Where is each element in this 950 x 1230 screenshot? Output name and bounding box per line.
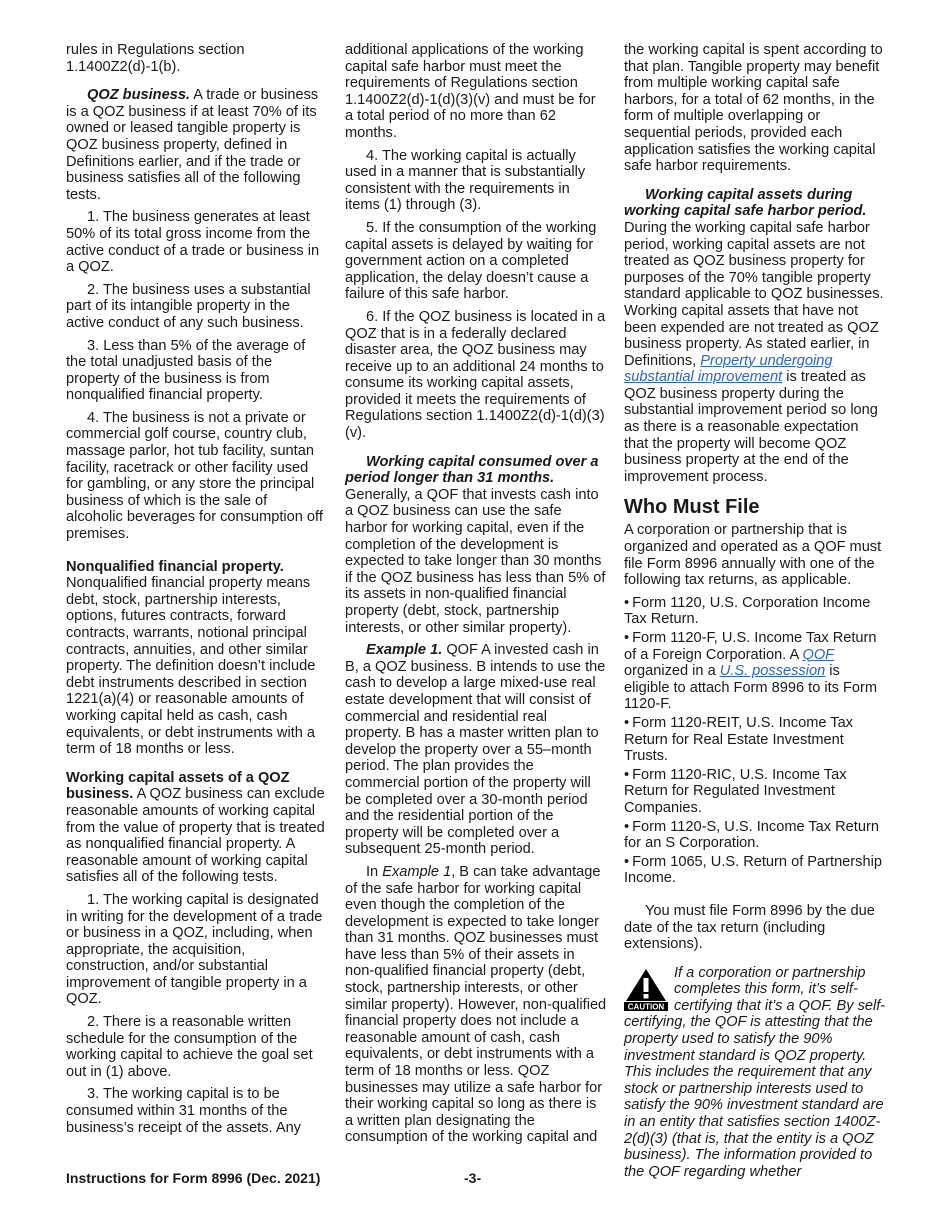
list-item: 3. The working capital is to be consumed within 31 months of the business’s receipt of the assets. Any — [66, 1086, 301, 1136]
bullet: • — [624, 630, 630, 646]
column-3 — [624, 42, 886, 1180]
qoz-business-paragraph — [66, 87, 328, 203]
list-item: 4. The working capital is actually used in a manner that is substantially consistent with the requirements in items (1) through (3). — [345, 147, 586, 214]
footer-title: Instructions for Form 8996 (Dec. 2021) — [66, 1170, 321, 1186]
page-number: -3- — [464, 1170, 482, 1186]
run-in-heading: Nonqualified financial property. — [66, 558, 284, 575]
paragraph-text: QOF A invested cash in B, a QOZ business. B intends to use the cash to develop a large mixed-use real estate development that will consist of commercial and residential real property. B has a master written plan to develop the property over a 55–month period. The plan provides the commercial portion of the property will be completed over a 30-month period and the residential portion of the property will be completed over a subsequent 25-month period. — [345, 642, 606, 858]
list-item — [624, 595, 886, 628]
paragraph: You must file Form 8996 by the due date of the tax return (including extensions). — [624, 902, 875, 953]
list-item-text: Form 1120-S, U.S. Income Tax Return for an S Corporation. — [624, 818, 879, 852]
example-reference: Example 1 — [382, 863, 452, 880]
paragraph-text: , B can take advantage of the safe harbor for working capital even though the completion of the development is expected to take longer than 31 months. QOZ businesses must have less than 5% of their assets in non-qualified financial property (debt, stock, partnership interests, or other similar property). However, non-qualified financial property does not include a reasonable amount of cash, cash equivalents, or debt instruments with a term of 18 months or less. QOZ businesses may utilize a safe harbor for their working capital so long as there is a written plan designating the consumption of the working capital and — [345, 863, 607, 1146]
list-item-text: Form 1120-F, U.S. Income Tax Return of a Foreign Corporation. A — [624, 630, 877, 663]
paragraph — [345, 864, 607, 1146]
us-possession-link[interactable]: U.S. possession — [719, 663, 826, 680]
paragraph-text: During the working capital safe harbor period, working capital assets are not treated as QOZ business property for purposes of the 70% tangible property standard applicable to QOZ businesses. Working capital assets that have not been expended are not treated as QOZ business property. As stated earlier, in Definitions, — [624, 219, 884, 369]
list-item — [624, 767, 886, 817]
column-1 — [66, 42, 328, 1142]
example-label: Example 1. — [366, 642, 443, 659]
paragraph-text: A QOZ business can exclude reasonable amounts of working capital from the value of property that is treated as nonqualified financial property. A reasonable amount of working capital satisfies all of the following tests. — [66, 786, 325, 886]
paragraph-text: Nonqualified financial property means debt, stock, partnership interests, options, futures contracts, forward contracts, warrants, notional principal contracts, annuities, and other similar property. The definition doesn’t include debt instruments described in section 1221(a)(4) or reasonable amounts of working capital held as cash, cash equivalents, or debt instruments with a term of 18 months or less. — [66, 575, 316, 758]
list-item: 2. There is a reasonable written schedule for the consumption of the working capital to achieve the goal set out in (1) above. — [66, 1014, 313, 1080]
paragraph-text: A trade or business is a QOZ business if at least 70% of its owned or leased tangible property is QOZ business property, defined in Definitions earlier, and if the trade or business satisfies all of the following tests. — [66, 87, 319, 203]
list-item: 2. The business uses a substantial part of its intangible property in the active conduct of any such business. — [66, 281, 311, 331]
list-item: 1. The working capital is designated in writing for the development of a trade or business in a QOZ, including, when appropriate, the acquisition, construction, and/or substantial improvement of tangible property in a QOZ. — [66, 891, 323, 1008]
bullet: • — [624, 853, 630, 870]
list-item: 5. If the consumption of the working capital assets is delayed by waiting for government action on a completed application, the delay doesn’t cause a failure of this safe harbor. — [345, 219, 597, 303]
column-2 — [345, 42, 607, 1152]
paragraph: rules in Regulations section 1.1400Z2(d)-1(b). — [66, 42, 245, 75]
section-heading: Who Must File — [624, 496, 760, 519]
list-item: 4. The business is not a private or commercial golf course, country club, massage parlor, hot tub facility, suntan facility, racetrack or other facility used for gambling, or any store the principal business of which is the sale of alcoholic beverages for consumption off premises. — [66, 409, 323, 543]
bullet: • — [624, 818, 630, 835]
paragraph: additional applications of the working capital safe harbor must meet the requirements of Regulations section 1.1400Z2(d)-1(d)(3)(v) and must be for a total period of no more than 62 months. — [345, 42, 596, 141]
paragraph-text: In — [366, 863, 383, 880]
list-item — [624, 715, 886, 765]
bullet: • — [624, 766, 630, 783]
caution-label: CAUTION — [627, 1002, 665, 1011]
working-capital-paragraph — [66, 770, 328, 886]
qof-link[interactable]: QOF — [802, 646, 835, 663]
paragraph-text: Generally, a QOF that invests cash into a QOZ business can use the safe harbor for working capital, even if the completion of the development is expected to take longer than 30 months if the QOZ business has less than 5% of its assets in non-qualified financial property (debt, stock, partnership interests, or other similar property). — [345, 486, 606, 636]
example-paragraph — [345, 642, 607, 858]
caution-icon — [624, 967, 668, 1011]
property-undergoing-improvement-link[interactable]: Property undergoing substantial improvement — [624, 352, 833, 386]
caution-text: If a corporation or partnership completes this form, it’s self-certifying that it’s a QOF. By self-certifying, the QOF is attesting that the property used to satisfy the 90% investment standard is QOZ property. This includes the requirement that any stock or partnership interests used to satisfy the 90% investment standard are in an entity that satisfies section 1400Z-2(d)(3) (that is, that the entity is a QOZ business). The information provided to the QOF regarding whether — [624, 964, 886, 1180]
paragraph: A corporation or partnership that is organized and operated as a QOF must file Form 8996 annually with one of the following tax returns, as applicable. — [624, 522, 882, 589]
list-item: 1. The business generates at least 50% of its total gross income from the active conduct of a trade or business in a QOZ. — [66, 209, 320, 276]
working-capital-assets-paragraph — [624, 187, 886, 486]
run-in-heading: Working capital assets of a QOZ business. — [66, 769, 290, 803]
list-item-text: Form 1120, U.S. Corporation Income Tax Return. — [624, 594, 871, 628]
list-item: 6. If the QOZ business is located in a QOZ that is in a federally declared disaster area, the QOZ business may receive up to an additional 24 months to consume its working capital assets, provided it meets the requirements of Regulations section 1.1400Z2(d)-1(d)(3)(v). — [345, 308, 606, 442]
bullet: • — [624, 714, 630, 731]
list-item-text: Form 1120-RIC, U.S. Income Tax Return for Regulated Investment Companies. — [624, 766, 847, 816]
working-capital-31-paragraph — [345, 454, 607, 637]
paragraph: the working capital is spent according to that plan. Tangible property may benefit from multiple working capital safe harbors, for a total of 62 months, in the form of multiple overlapping or sequential periods, provided each application satisfies the working capital safe harbor requirements. — [624, 42, 883, 175]
run-in-heading: QOZ business. — [87, 87, 190, 104]
list-item-text: Form 1065, U.S. Return of Partnership Income. — [624, 853, 882, 887]
caution-note — [624, 965, 886, 1181]
list-item — [624, 630, 886, 713]
list-item — [624, 854, 886, 887]
bullet: • — [624, 594, 630, 611]
list-item-text: organized in a — [624, 663, 720, 680]
list-item — [624, 819, 886, 852]
list-item-text: is eligible to attach Form 8996 to its Form 1120-F. — [624, 663, 878, 713]
list-item: 3. Less than 5% of the average of the total unadjusted basis of the property of the business is from nonqualified financial property. — [66, 337, 306, 404]
list-item-text: Form 1120-REIT, U.S. Income Tax Return for Real Estate Investment Trusts. — [624, 714, 853, 765]
run-in-heading: Working capital assets during working capital safe harbor period. — [624, 186, 867, 220]
nonqualified-property-paragraph — [66, 559, 328, 758]
paragraph-text: is treated as QOZ business property during the substantial improvement period so long as there is a reasonable expectation that the property will become QOZ business property at the end of the improvement process. — [624, 369, 878, 485]
run-in-heading: Working capital consumed over a period longer than 31 months. — [345, 453, 599, 487]
